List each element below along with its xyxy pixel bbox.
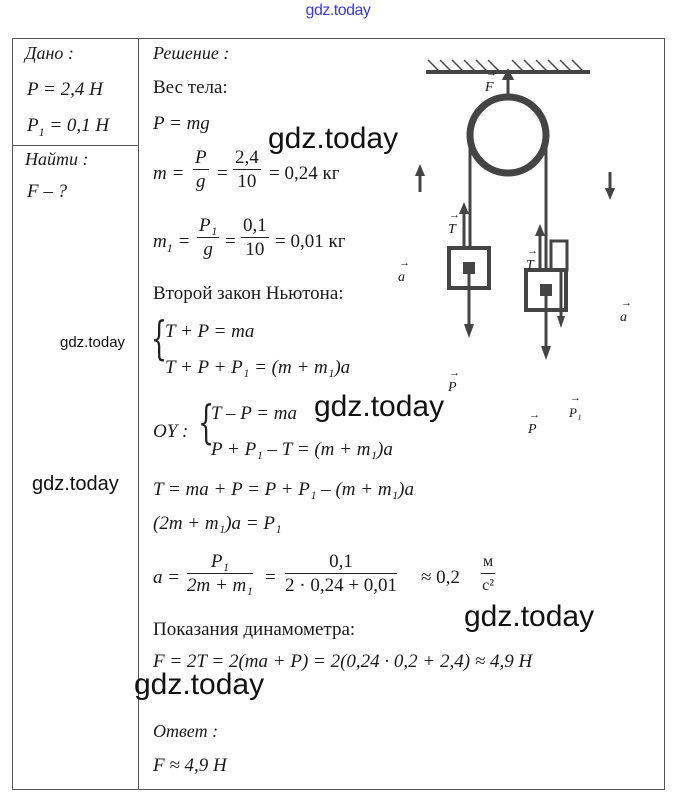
given-weight: P = 2,4 Н bbox=[27, 79, 103, 100]
m-result: = 0,24 кг bbox=[269, 163, 340, 184]
a-approx: ≈ 0,2 bbox=[421, 567, 460, 588]
system-brace-2: { bbox=[198, 395, 215, 449]
watermark: gdz.today bbox=[464, 600, 595, 633]
watermark: gdz.today bbox=[32, 473, 119, 495]
find-title: Найти : bbox=[25, 149, 89, 169]
answer-title: Ответ : bbox=[153, 721, 219, 741]
m1-fraction-1: $\frac{\text{P₁}}{g}$ bbox=[199, 215, 218, 260]
a-fraction-2: $\frac{0,1}{2 \cdot 0,24 + 0,01}$ bbox=[285, 551, 398, 596]
label-T-left: → T bbox=[448, 222, 676, 238]
m-fraction-1: $\frac{P}{g}$ bbox=[195, 147, 207, 192]
system1-line2: T + P + P₁ = (m + m₁)a bbox=[165, 357, 351, 378]
find-target: F – ? bbox=[27, 181, 68, 202]
eq-p-mg: P = mg bbox=[153, 113, 210, 134]
label-F: → F bbox=[485, 80, 676, 96]
label-T-right: → T bbox=[526, 258, 676, 274]
m-lhs: m = bbox=[153, 163, 185, 184]
watermark: gdz.today bbox=[268, 122, 399, 155]
label-a-left: → a bbox=[398, 270, 676, 286]
watermark: gdz.today bbox=[314, 390, 445, 423]
eq-acceleration-relation: (2m + m₁)a = P₁ bbox=[153, 513, 282, 534]
system1-line1: T + P = ma bbox=[165, 321, 255, 342]
eq-tension: T = ma + P = P + P₁ – (m + m₁)a bbox=[153, 479, 414, 500]
label-a-right: → a bbox=[620, 310, 676, 326]
system2-line1: T – P = ma bbox=[211, 403, 298, 424]
label-P1: → P₁ bbox=[569, 405, 676, 421]
newton-label: Второй закон Ньютона: bbox=[153, 283, 344, 304]
label-P-right: → P bbox=[528, 422, 676, 438]
system-brace-1: { bbox=[151, 311, 168, 365]
watermark: gdz.today bbox=[60, 334, 126, 351]
oy-label: OY : bbox=[153, 421, 189, 442]
given-title: Дано : bbox=[25, 43, 74, 63]
weight-label: Вес тела: bbox=[153, 77, 228, 98]
watermark: gdz.today bbox=[134, 668, 265, 701]
m1-eq: = bbox=[225, 231, 236, 252]
answer-value: F ≈ 4,9 Н bbox=[153, 755, 227, 776]
a-fraction-1: $\frac{\text{P₁}}{\text{2m + m₁}}$ bbox=[187, 551, 253, 596]
given-extra-weight: $P_1 = 0,1$ Н bbox=[27, 115, 110, 139]
m-eq: = bbox=[217, 163, 228, 184]
eq-force: F = 2T = 2(ma + P) = 2(0,24 · 0,2 + 2,4) ≈ 4,9 Н bbox=[153, 651, 533, 672]
a-eq: = bbox=[265, 567, 276, 588]
label-P-left: → P bbox=[448, 380, 676, 396]
m1-result: = 0,01 кг bbox=[275, 231, 346, 252]
a-lhs: a = bbox=[153, 567, 181, 588]
header-watermark: gdz.today bbox=[305, 2, 371, 19]
m1-fraction-2: $\frac{0,1}{10}$ bbox=[243, 215, 267, 260]
m-fraction-2: $\frac{2,4}{10}$ bbox=[235, 147, 259, 192]
solution-title: Решение : bbox=[153, 43, 230, 63]
dynamometer-label: Показания динамометра: bbox=[153, 619, 356, 640]
a-unit: м с² bbox=[482, 553, 495, 594]
m1-lhs: $m_1$ = bbox=[153, 231, 191, 255]
system2-line2: P + P₁ – T = (m + m₁)a bbox=[211, 439, 393, 460]
